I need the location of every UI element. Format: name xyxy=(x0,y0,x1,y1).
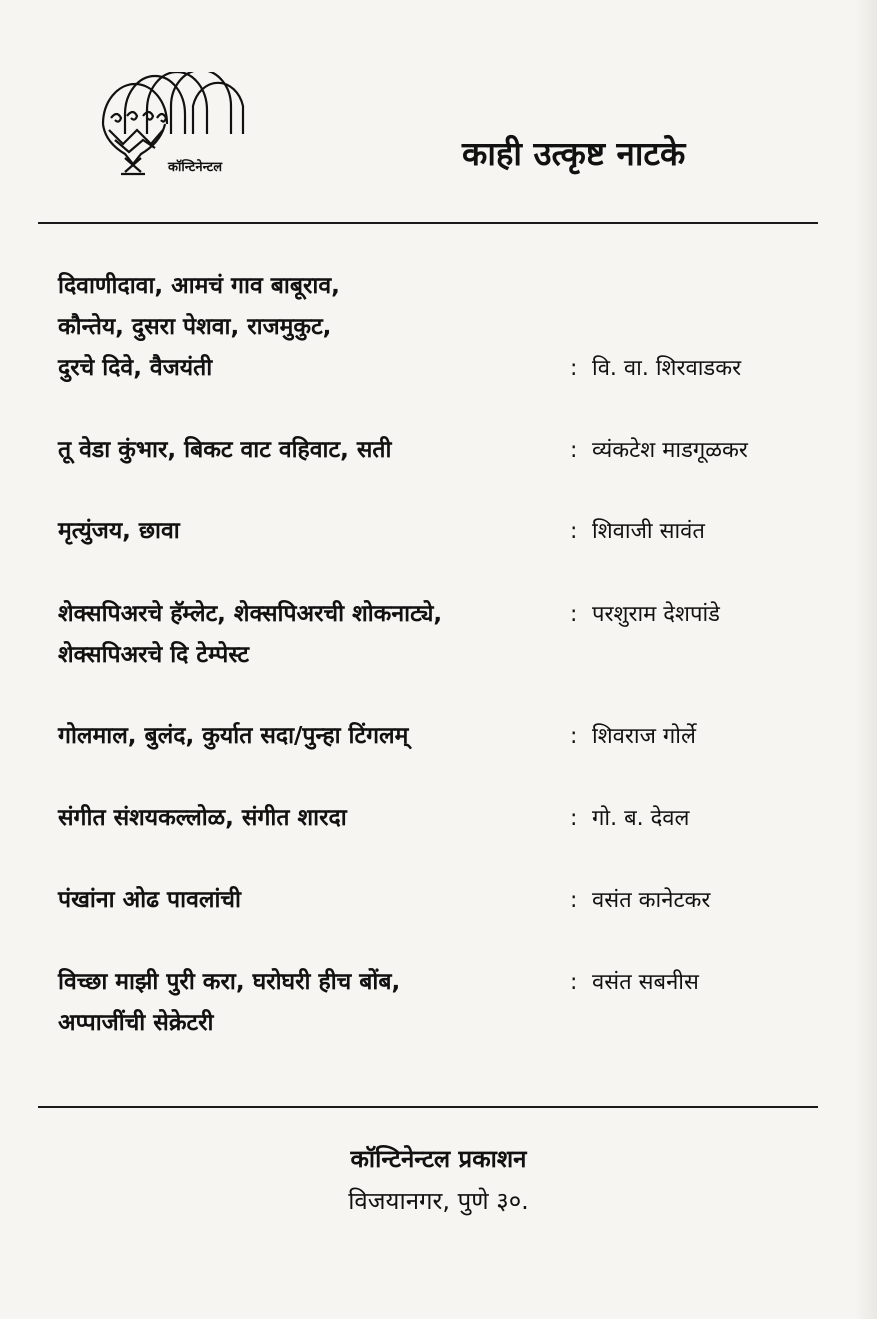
entry-plays xyxy=(58,798,578,839)
entry-play-line: गोलमाल, बुलंद, कुर्यात सदा/पुन्हा टिंगलम् xyxy=(58,723,409,749)
entry-author-name: परशुराम देशपांडे xyxy=(592,602,720,627)
entry-author-name: वसंत सबनीस xyxy=(592,970,699,995)
entry-play-line: मृत्युंजय, छावा xyxy=(58,518,180,544)
entry-author xyxy=(570,348,741,389)
entry-colon: : xyxy=(570,438,578,463)
entry-play-line: तू वेडा कुंभार, बिकट वाट वहिवाट, सती xyxy=(58,437,392,463)
page-title: काही उत्कृष्ट नाटके xyxy=(462,134,686,173)
entry-author xyxy=(570,430,748,471)
entry-author-name: गो. ब. देवल xyxy=(592,806,690,831)
entry-play-line: अप्पाजींची सेक्रेटरी xyxy=(58,1010,214,1036)
entry-play-line: पंखांना ओढ पावलांची xyxy=(58,887,241,913)
entry-plays xyxy=(58,962,578,1044)
entry-play-line: दिवाणीदावा, आमचं गाव बाबूराव, xyxy=(58,273,340,299)
entry-colon: : xyxy=(570,888,578,913)
entry-play-line: संगीत संशयकल्लोळ, संगीत शारदा xyxy=(58,805,347,831)
entry-colon: : xyxy=(570,724,578,749)
entry-author xyxy=(570,594,720,635)
entry-plays xyxy=(58,594,578,676)
entry-colon: : xyxy=(570,970,578,995)
entry-colon: : xyxy=(570,806,578,831)
entry-colon: : xyxy=(570,519,578,544)
entry-colon: : xyxy=(570,356,578,381)
entry-play-line: कौन्तेय, दुसरा पेशवा, राजमुकुट, xyxy=(58,314,332,340)
page-edge xyxy=(855,0,877,1319)
entry-plays xyxy=(58,880,578,921)
publisher-name: कॉन्टिनेन्टल प्रकाशन xyxy=(350,1145,527,1173)
entry-author xyxy=(570,716,696,757)
entry-author xyxy=(570,880,710,921)
entry-author-name: व्यंकटेश माडगूळकर xyxy=(592,438,748,463)
entry-author-name: शिवाजी सावंत xyxy=(592,519,705,544)
entry-play-line: विच्छा माझी पुरी करा, घरोघरी हीच बोंब, xyxy=(58,969,401,995)
entry-author xyxy=(570,798,689,839)
entry-plays xyxy=(58,716,578,757)
entry-author-name: वि. वा. शिरवाडकर xyxy=(592,356,742,381)
logo-text: कॉन्टिनेन्टल xyxy=(168,160,223,175)
entry-colon: : xyxy=(570,602,578,627)
entry-plays xyxy=(58,430,578,471)
entry-author xyxy=(570,962,699,1003)
entry-play-line: शेक्सपिअरचे हॅम्लेट, शेक्सपिअरची शोकनाट्ये, xyxy=(58,601,443,627)
entry-plays xyxy=(58,266,578,389)
entry-author-name: शिवराज गोर्ले xyxy=(592,724,696,749)
bottom-divider xyxy=(38,1106,818,1108)
entry-play-line: शेक्सपिअरचे दि टेम्पेस्ट xyxy=(58,642,249,668)
top-divider xyxy=(38,222,818,224)
entry-author xyxy=(570,511,705,552)
publisher-address: विजयानगर, पुणे ३०. xyxy=(348,1187,529,1215)
entry-author-name: वसंत कानेटकर xyxy=(592,888,711,913)
entry-plays xyxy=(58,511,578,552)
entry-play-line: दुरचे दिवे, वैजयंती xyxy=(58,355,213,381)
